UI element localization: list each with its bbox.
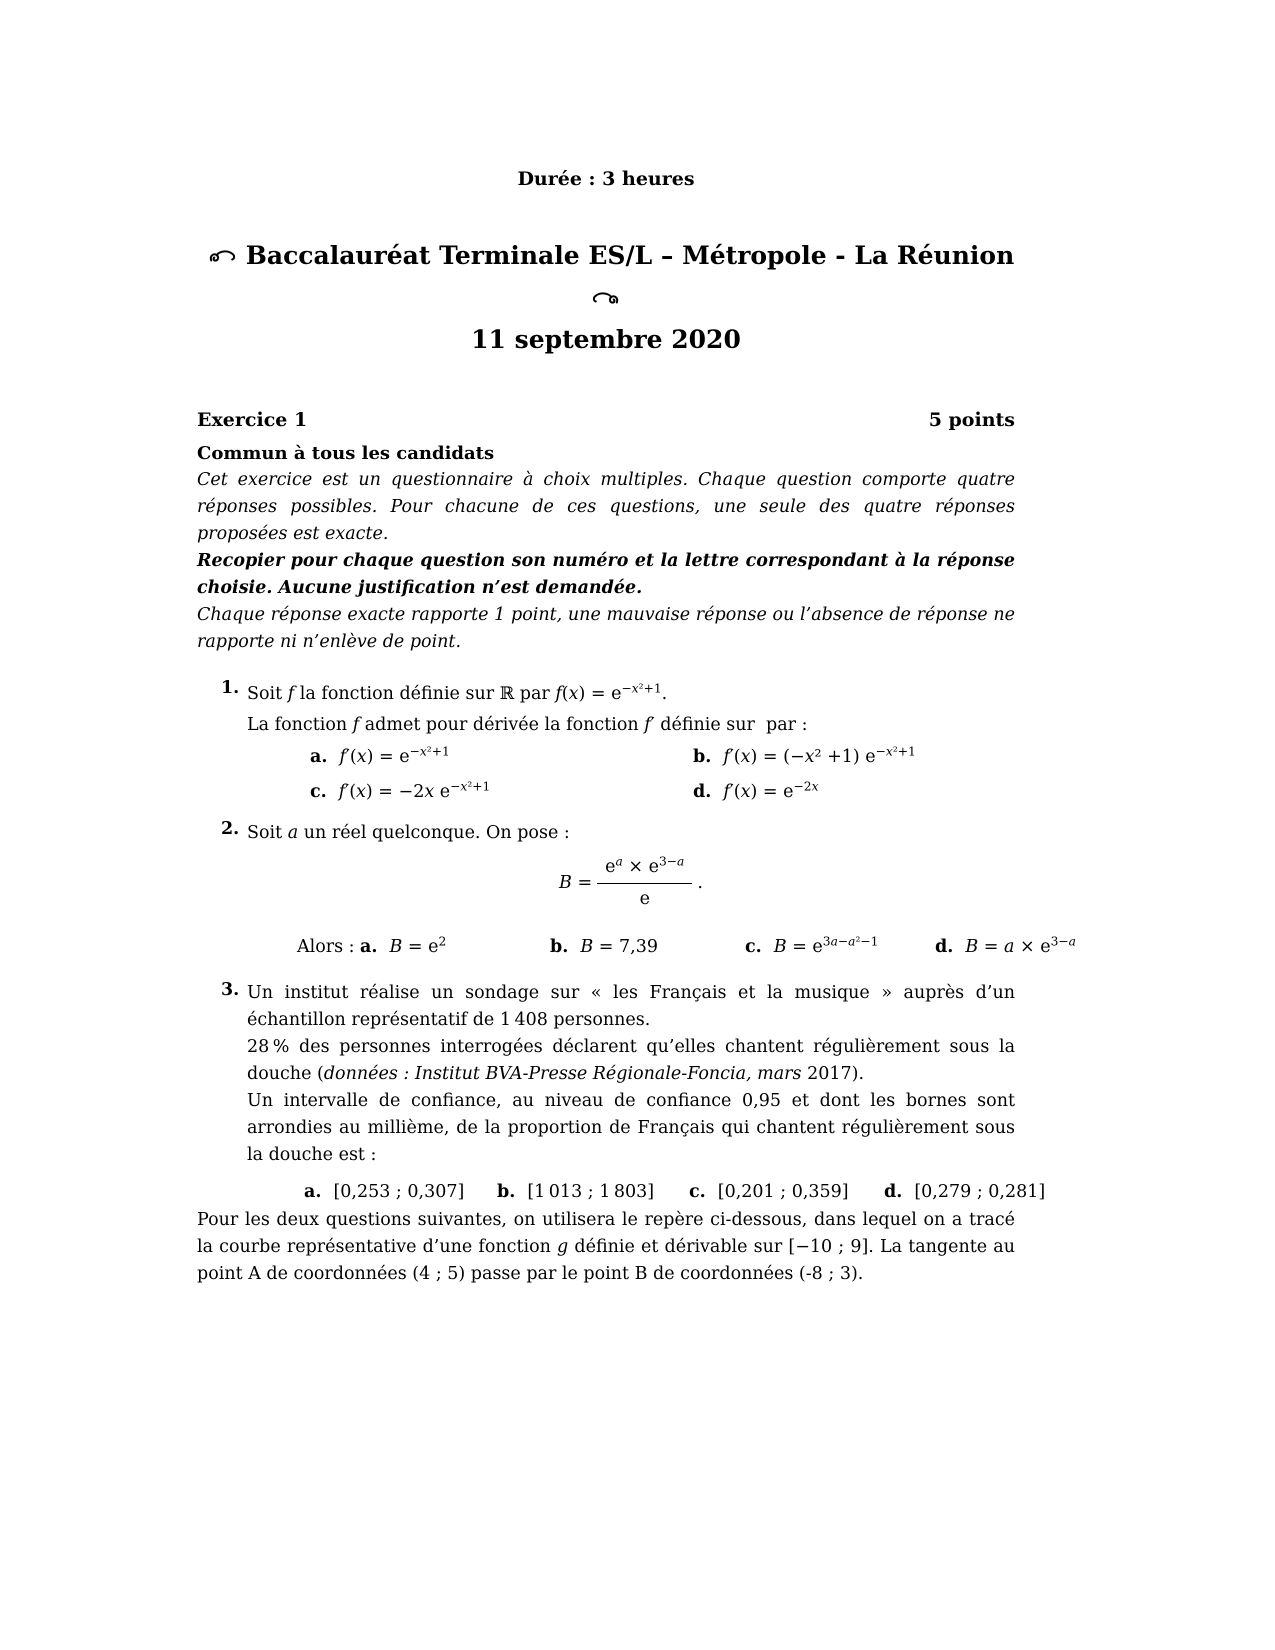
option-2a-math: $B = e^2$ [389,934,447,957]
option-3c [689,1177,849,1207]
option-2b-math: B = 7,39 [580,937,658,957]
option-2c-label: c. [745,937,762,957]
option-3c-value: [0,201 ; 0,359] [717,1182,849,1202]
option-3a-label: a. [304,1182,322,1202]
option-3c-label: c. [689,1182,706,1202]
preamble-instruction: Recopier pour chaque question son numéro et la lettre correspondant à la réponse choisie. Aucune justification n’est demandée. [197,551,1015,598]
option-3b-label: b. [497,1182,516,1202]
closing-paragraph: Pour les deux questions suivantes, on utilisera le repère ci-dessous, dans lequel on a tracé la courbe représentative d’une fonction g définie et dérivable sur [−10 ; 9]. La tangente au point A de coordonnées (4 ; 5) passe par le point B de coordonnées (-8 ; 3). [197,1210,1015,1284]
fleuron-right-icon [592,280,620,320]
question-1-line-2: La fonction f admet pour dérivée la fonction f′ définie sur par : [247,715,808,735]
title-text: Baccalauréat Terminale ES/L – Métropole - La Réunion [245,241,1015,270]
option-1a [310,741,450,774]
question-1-options-row-1 [247,741,1015,774]
document-title [197,236,1015,360]
option-1d [693,776,818,809]
title-line-1 [197,236,1015,320]
option-3a-value: [0,253 ; 0,307] [333,1182,465,1202]
question-1-options-row-2 [247,776,1015,809]
formula-fraction [597,855,692,911]
option-1b-label: b. [693,747,712,767]
option-2d-math: $B = a \times e^{3-a}$ [965,934,1076,957]
option-3b [497,1177,654,1207]
exercise-title: Exercice 1 [197,409,308,431]
option-1c [310,776,490,809]
option-3d [884,1177,1045,1207]
fraction-numerator: $e^a \times e^{3-a}$ [597,855,692,884]
exercise-points: 5 points [928,409,1015,431]
option-2d [935,931,1076,964]
option-1a-math: $f'(x) = e^{-x^2+1}$ [339,744,450,767]
fleuron-left-icon [208,238,236,278]
option-2c-math: $B = e^{3a-a^2-1}$ [773,934,879,957]
option-2c [745,931,878,964]
question-2 [197,819,1076,964]
question-2-line-1: Soit a un réel quelconque. On pose : [247,823,570,843]
option-3d-label: d. [884,1182,903,1202]
exercise-header [197,407,1015,433]
option-2a [360,931,446,964]
option-2a-label: a. [360,937,378,957]
question-3 [197,980,1046,1207]
option-1d-label: d. [693,782,712,802]
option-2b-label: b. [550,937,569,957]
question-2-options-row [247,931,1076,964]
option-1a-label: a. [310,747,328,767]
formula-lhs: B = [559,873,593,893]
text-block [197,0,1076,1288]
option-1b [693,741,916,774]
question-3-paragraph-3: Un intervalle de confiance, au niveau de confiance 0,95 et dont les bornes sont arrondies au millième, de la proportion de Français qui chantent régulièrement sous la douche est : [247,1091,1015,1165]
option-2b [550,931,658,964]
option-1b-math: f′(x) = (−x² +1) $e^{-x^2+1}$ [723,744,916,767]
question-3-paragraph-1: Un institut réalise un sondage sur « les Français et la musique » auprès d’un échantillon représentatif de 1 408 personnes. [247,983,1015,1030]
option-3a [304,1177,464,1207]
question-1 [197,678,1015,809]
alors-label: Alors : [297,937,355,957]
preamble-paragraph-1: Cet exercice est un questionnaire à choix multiples. Chaque question comporte quatre réponses possibles. Pour chacune de ces questions, une seule des quatre réponses proposées est exacte. [197,470,1015,544]
question-3-paragraph-2: 28 % des personnes interrogées déclarent qu’elles chantent régulièrement sous la douche (données : Institut BVA-Presse Régionale-Foncia, mars 2017). [247,1037,1015,1084]
formula-period: . [697,873,703,893]
exercise-subtitle: Commun à tous les candidats [197,443,495,464]
question-1-number: 1. [221,678,240,698]
option-1c-label: c. [310,782,327,802]
duration-line: Durée : 3 heures [517,168,695,190]
title-line-2: 11 septembre 2020 [471,325,741,354]
fraction-denominator: e [639,889,650,909]
preamble-scoring: Chaque réponse exacte rapporte 1 point, une mauvaise réponse ou l’absence de réponse ne rapporte ni n’enlève de point. [197,605,1015,652]
option-3b-value: [1 013 ; 1 803] [527,1182,655,1202]
question-3-number: 3. [221,980,240,1000]
question-1-line-1: Soit f la fonction définie sur ℝ par $f(x) = e^{-x^2+1}$. [247,681,668,704]
option-1c-math: f′(x) = −2x $e^{-x^2+1}$ [338,779,491,802]
option-1d-math: $f'(x) = e^{-2x}$ [723,779,819,802]
question-3-options-row [247,1177,1046,1207]
question-2-number: 2. [221,819,240,839]
question-2-formula [247,855,1015,911]
option-3d-value: [0,279 ; 0,281] [914,1182,1046,1202]
option-2d-label: d. [935,937,954,957]
